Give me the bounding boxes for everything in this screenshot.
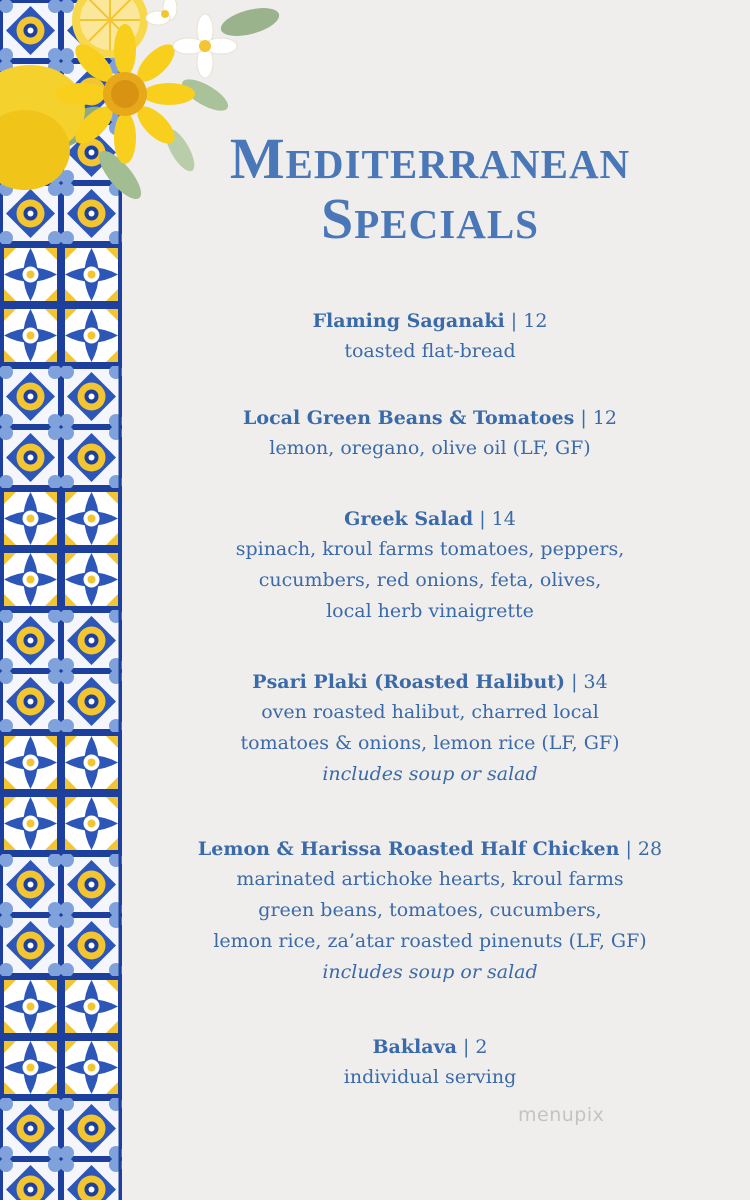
menu-item-name: Local Green Beans & Tomatoes <box>243 407 575 429</box>
menu-item-description: lemon rice, za’atar roasted pinenuts (LF, GF) <box>213 930 647 952</box>
menu-item-price: 12 <box>592 407 617 429</box>
menu-item-heading <box>180 834 680 864</box>
menu-item-description: oven roasted halibut, charred local <box>261 701 599 723</box>
menu-item-price: 2 <box>475 1036 488 1058</box>
price-separator: | <box>574 407 593 429</box>
menu-item-price: 34 <box>583 671 608 693</box>
menu-item-name: Greek Salad <box>344 508 474 530</box>
menu-item-price: 28 <box>637 838 663 860</box>
menu-item-description: lemon, oregano, olive oil (LF, GF) <box>269 437 591 459</box>
menu-item-description: toasted flat-bread <box>344 340 516 362</box>
menu-item <box>180 403 680 464</box>
menu-item-heading <box>180 504 680 534</box>
menu-item-note: includes soup or salad <box>322 763 538 785</box>
price-separator: | <box>473 508 492 530</box>
menu-item-description: spinach, kroul farms tomatoes, peppers, <box>235 538 625 560</box>
price-separator: | <box>504 310 524 332</box>
menu-item-heading <box>180 306 680 336</box>
menu-item-name: Baklava <box>372 1036 457 1058</box>
menu-item <box>180 834 680 988</box>
menu-item <box>180 1032 680 1093</box>
menu-list <box>180 306 680 1093</box>
menu-item <box>180 306 680 367</box>
menu-item-note: includes soup or salad <box>322 961 538 983</box>
price-separator: | <box>619 838 638 860</box>
menu-item-description: individual serving <box>343 1066 517 1088</box>
page-title-line-2: Specials <box>321 186 539 251</box>
menu-item-description: cucumbers, red onions, feta, olives, <box>258 569 602 591</box>
menu-item-heading <box>180 667 680 697</box>
menu-item-description: green beans, tomatoes, cucumbers, <box>258 899 602 921</box>
menu-item <box>180 667 680 790</box>
price-separator: | <box>456 1036 476 1058</box>
price-separator: | <box>565 671 584 693</box>
menu-item-name: Lemon & Harissa Roasted Half Chicken <box>197 838 620 860</box>
watermark: menupix <box>518 1104 605 1126</box>
menu-item-description: marinated artichoke hearts, kroul farms <box>236 868 624 890</box>
menu-item-heading <box>180 1032 680 1062</box>
menu-item-description: local herb vinaigrette <box>326 600 534 622</box>
page-title-line-1: Mediterranean <box>229 126 631 191</box>
menu-item-price: 14 <box>491 508 516 530</box>
menu-item-description: tomatoes & onions, lemon rice (LF, GF) <box>240 732 620 754</box>
menu-item-heading <box>180 403 680 433</box>
menu-item-name: Psari Plaki (Roasted Halibut) <box>252 671 566 693</box>
menu-item-price: 12 <box>523 310 548 332</box>
menu-item-name: Flaming Saganaki <box>312 310 505 332</box>
menu-item <box>180 504 680 627</box>
